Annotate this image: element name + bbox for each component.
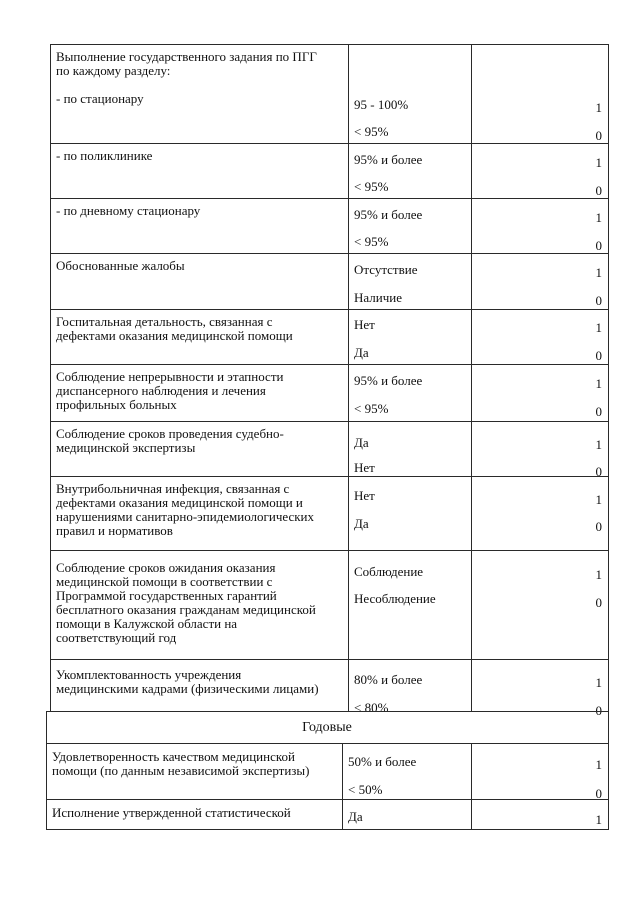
criterion-line: дефектами оказания медицинской помощи — [56, 328, 293, 343]
criterion-line: Внутрибольничная инфекция, связанная с — [56, 481, 290, 496]
section-top-border — [46, 711, 609, 712]
option-label: 80% и более — [354, 672, 423, 687]
criterion-line: Удовлетворенность качеством медицинской — [52, 749, 295, 764]
score-value: 0 — [595, 703, 602, 718]
score-value: 0 — [595, 464, 602, 479]
criterion-text — [56, 50, 344, 106]
score-value: 0 — [595, 238, 602, 253]
criterion-line: - по дневному стационару — [56, 203, 201, 218]
criterion-line: по каждому разделу: — [56, 63, 171, 78]
table-row-border — [50, 364, 609, 365]
score-value: 0 — [595, 128, 602, 143]
criterion-line — [56, 78, 344, 92]
criterion-text — [56, 668, 344, 696]
criterion-line: Выполнение государственного задания по ПГГ — [56, 49, 317, 64]
table-row-border — [46, 799, 609, 800]
option-label: < 95% — [354, 124, 389, 139]
column-divider-score — [471, 44, 472, 712]
score-value: 1 — [595, 812, 602, 827]
option-label: Да — [354, 435, 369, 450]
criterion-line: медицинскими кадрами (физическими лицами) — [56, 681, 319, 696]
criterion-line: Соблюдение непрерывности и этапности — [56, 369, 284, 384]
table-row-border — [50, 476, 609, 477]
table-row-border — [50, 143, 609, 144]
score-value: 1 — [595, 567, 602, 582]
score-value: 0 — [595, 404, 602, 419]
score-value: 1 — [595, 210, 602, 225]
option-label: 95 - 100% — [354, 97, 409, 112]
option-label: Нет — [354, 460, 375, 475]
option-label: < 95% — [354, 179, 389, 194]
criterion-text — [56, 561, 344, 645]
option-label: Отсутствие — [354, 262, 418, 277]
criterion-line: - по поликлинике — [56, 148, 153, 163]
option-label: < 50% — [348, 782, 383, 797]
criterion-line: помощи в Калужской области на — [56, 616, 238, 631]
criterion-text — [56, 204, 344, 218]
criterion-line: медицинской экспертизы — [56, 440, 196, 455]
criterion-line: - по стационару — [56, 91, 144, 106]
option-label: 95% и более — [354, 207, 423, 222]
criterion-line: медицинской помощи в соответствии с — [56, 574, 273, 589]
criterion-text — [56, 315, 344, 343]
option-label: Да — [348, 809, 363, 824]
criterion-text — [56, 370, 344, 412]
option-label: Соблюдение — [354, 564, 424, 579]
option-label: 50% и более — [348, 754, 417, 769]
option-label: Да — [354, 516, 369, 531]
criterion-text — [56, 149, 344, 163]
criterion-line: Укомплектованность учреждения — [56, 667, 242, 682]
table-top-border — [50, 44, 608, 45]
option-label: 95% и более — [354, 373, 423, 388]
option-label: Несоблюдение — [354, 591, 436, 606]
score-value: 0 — [595, 348, 602, 363]
score-value: 1 — [595, 757, 602, 772]
criterion-line: Соблюдение сроков проведения судебно- — [56, 426, 284, 441]
table-row-border — [46, 829, 609, 830]
criterion-text — [52, 750, 338, 778]
column-divider-criterion-annual — [342, 744, 343, 830]
option-label: 95% и более — [354, 152, 423, 167]
score-value: 1 — [595, 376, 602, 391]
criterion-line: диспансерного наблюдения и лечения — [56, 383, 266, 398]
score-value: 1 — [595, 155, 602, 170]
criterion-line: дефектами оказания медицинской помощи и — [56, 495, 303, 510]
criterion-text — [56, 259, 344, 273]
criterion-line: соответствующий год — [56, 630, 177, 645]
column-divider-score-annual — [471, 744, 472, 830]
score-value: 1 — [595, 437, 602, 452]
criterion-line: помощи (по данным независимой экспертизы) — [52, 763, 310, 778]
table-row-border — [50, 309, 609, 310]
score-value: 1 — [595, 675, 602, 690]
table-row-border — [50, 253, 609, 254]
table-row-border — [50, 198, 609, 199]
option-label: Да — [354, 345, 369, 360]
criterion-line: правил и нормативов — [56, 523, 173, 538]
criterion-line: Исполнение утвержденной статистической — [52, 805, 291, 820]
criterion-line: профильных больных — [56, 397, 177, 412]
score-value: 0 — [595, 786, 602, 801]
criterion-line: Госпитальная детальность, связанная с — [56, 314, 273, 329]
criterion-line: бесплатного оказания гражданам медицинской — [56, 602, 316, 617]
option-label: < 95% — [354, 401, 389, 416]
score-value: 0 — [595, 595, 602, 610]
criterion-line: Программой государственных гарантий — [56, 588, 277, 603]
section-bottom-border — [46, 743, 609, 744]
score-value: 0 — [595, 519, 602, 534]
score-value: 1 — [595, 100, 602, 115]
criterion-line: Соблюдение сроков ожидания оказания — [56, 560, 276, 575]
score-value: 1 — [595, 320, 602, 335]
table-left-border — [50, 44, 51, 712]
option-label: Нет — [354, 317, 375, 332]
criterion-line: Обоснованные жалобы — [56, 258, 185, 273]
criterion-line: нарушениями санитарно-эпидемиологических — [56, 509, 315, 524]
section-title: Годовые — [302, 720, 352, 735]
option-label: < 95% — [354, 234, 389, 249]
score-value: 1 — [595, 265, 602, 280]
criterion-text — [56, 427, 344, 455]
option-label: < 80% — [354, 700, 389, 715]
score-value: 1 — [595, 492, 602, 507]
score-value: 0 — [595, 293, 602, 308]
criterion-text — [52, 806, 338, 820]
criterion-text — [56, 482, 344, 538]
option-label: Наличие — [354, 290, 402, 305]
column-divider-criterion — [348, 44, 349, 712]
option-label: Нет — [354, 488, 375, 503]
score-value: 0 — [595, 183, 602, 198]
table-row-border — [50, 659, 609, 660]
table-row-border — [50, 421, 609, 422]
table-row-border — [50, 550, 609, 551]
table-right-border — [608, 44, 609, 830]
